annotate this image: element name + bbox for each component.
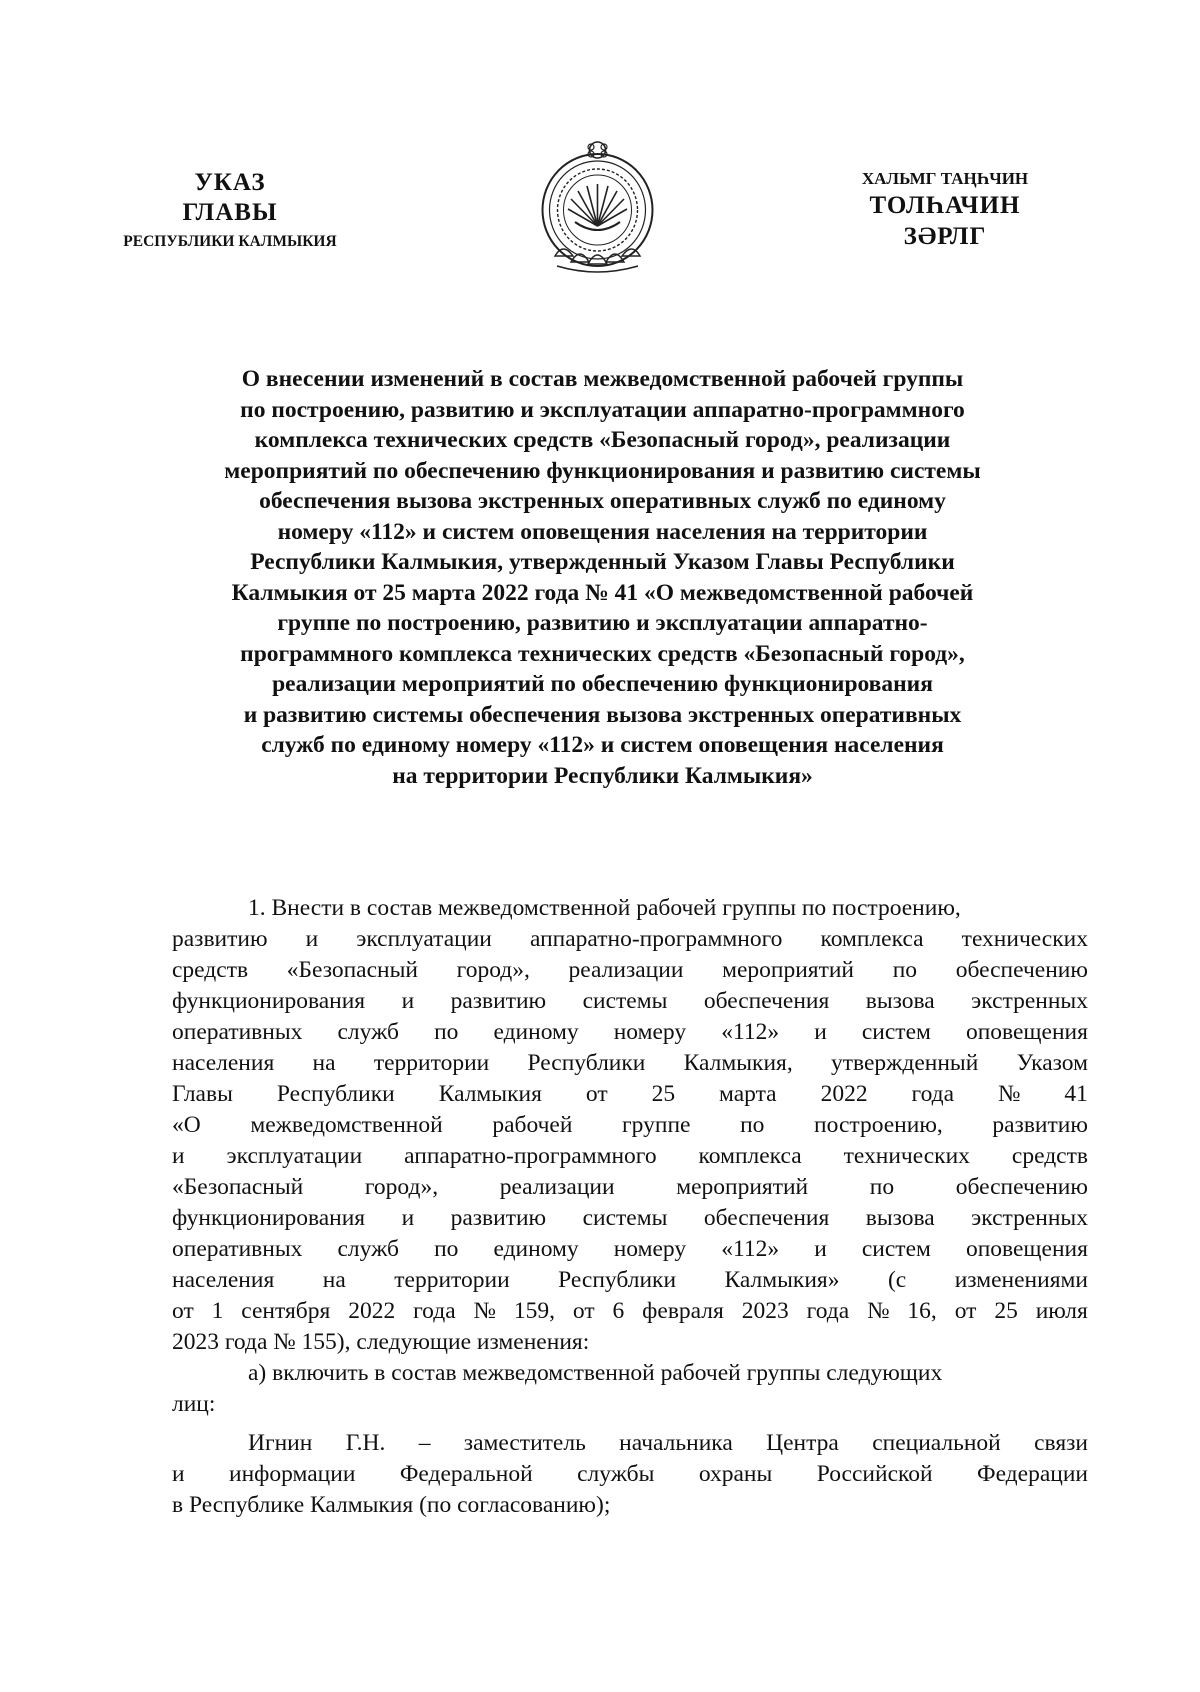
word: реализации (568, 957, 684, 983)
word: Федеральной (399, 1461, 533, 1487)
person-entry-second-line (172, 1459, 1088, 1490)
word: комплекса (820, 926, 924, 952)
paragraph-1-line (172, 1017, 1088, 1048)
word: Игнин (248, 1430, 313, 1456)
person-entry-first-line (172, 1428, 1088, 1459)
word: от (172, 1298, 194, 1324)
word: 159, (513, 1298, 555, 1324)
item-a-first-line: а) включить в состав межведомственной рабочей группы следующих (248, 1360, 943, 1386)
header-left-block (85, 168, 375, 254)
word: Республики (276, 1081, 395, 1107)
paragraph-1-line (172, 1265, 1088, 1296)
word: системы (582, 988, 668, 1014)
word: и (172, 1143, 185, 1169)
word: построению, (814, 1112, 943, 1138)
word: и (305, 926, 319, 952)
paragraph-1-line (172, 955, 1088, 986)
word: февраля (642, 1298, 724, 1324)
word: от (585, 1081, 608, 1107)
word: Калмыкия» (724, 1267, 840, 1293)
kalmyk-republic-label: ХАЛЬМГ ТАҢҺЧИН (861, 169, 1029, 188)
word: на (312, 1050, 336, 1076)
word: и (401, 988, 415, 1014)
word: единому (493, 1236, 579, 1262)
word: развитию (172, 926, 268, 952)
word: населения (172, 1267, 275, 1293)
word: номеру (613, 1236, 687, 1262)
word: 25 (994, 1298, 1018, 1324)
word: аппаратно-программного (404, 1143, 657, 1169)
word: Калмыкия, (683, 1050, 793, 1076)
word: 25 (651, 1081, 676, 1107)
coat-of-arms-icon (535, 138, 660, 281)
title-line: реализации мероприятий по обеспечению функционирования (272, 671, 933, 697)
word: Республики (527, 1050, 646, 1076)
title-line: программного комплекса технических средств «Безопасный город», (240, 640, 965, 667)
word: июля (1035, 1298, 1088, 1324)
word: оперативных (172, 1236, 303, 1262)
word: охраны (698, 1461, 773, 1487)
word: технических (961, 926, 1088, 952)
word: обеспечению (955, 957, 1088, 983)
word: «112» (721, 1236, 780, 1262)
word: № (998, 1081, 1021, 1107)
word: по (434, 1236, 459, 1262)
word: развитию (992, 1112, 1088, 1138)
word: развитию (450, 988, 547, 1014)
word: года (806, 1298, 850, 1324)
word: 2023 (741, 1298, 789, 1324)
word: года (413, 1298, 456, 1324)
word: и (172, 1461, 185, 1487)
paragraph-1-line (172, 986, 1088, 1017)
word: от (572, 1298, 595, 1324)
word: комплекса (698, 1143, 802, 1169)
word: экстренных (971, 1205, 1088, 1231)
word: мероприятий (676, 1174, 809, 1200)
word: оперативных (172, 1019, 303, 1045)
word: информации (229, 1461, 356, 1487)
word: марта (719, 1081, 777, 1107)
word: и (814, 1019, 827, 1045)
word: вызова (865, 988, 935, 1014)
word: Федерации (977, 1461, 1088, 1487)
document-title (120, 364, 1085, 791)
paragraph-1-line (172, 1234, 1088, 1265)
title-line: по построению, развитию и эксплуатации аппаратно-программного (240, 396, 965, 423)
word: оповещения (965, 1236, 1088, 1262)
paragraph-1-line (172, 1296, 1088, 1327)
word: развитию (450, 1205, 547, 1231)
word: технических (843, 1143, 970, 1169)
head-label: ГЛАВЫ (182, 199, 278, 226)
paragraph-1-line (172, 924, 1088, 955)
word: номеру (613, 1019, 687, 1045)
word: территории (373, 1050, 490, 1076)
word: Центра (766, 1430, 839, 1456)
word: город», (456, 957, 530, 983)
person-entry-last-line: в Республике Калмыкия (по согласованию); (172, 1492, 611, 1518)
kalmyk-decree-label: ЗӘРЛГ (903, 223, 987, 250)
word: межведомственной (250, 1112, 443, 1138)
word: и (814, 1236, 827, 1262)
title-line: и развитию системы обеспечения вызова экстренных оперативных (243, 701, 962, 728)
paragraph-1-first-line: 1. Внести в состав межведомственной рабочей группы по построению, (248, 895, 961, 921)
word: начальника (619, 1430, 733, 1456)
word: экстренных (971, 988, 1088, 1014)
word: средств (1011, 1143, 1088, 1169)
word: функционирования (172, 1205, 366, 1231)
word: населения (172, 1050, 275, 1076)
word: город», (364, 1174, 439, 1200)
word: и (401, 1205, 415, 1231)
word: Г.Н. (345, 1430, 386, 1456)
title-line: О внесении изменений в состав межведомственной рабочей группы (241, 366, 964, 392)
word: обеспечению (955, 1174, 1088, 1200)
word: оповещения (965, 1019, 1088, 1045)
word: 1 (211, 1298, 224, 1324)
word: «Безопасный (286, 957, 418, 983)
header-right-block (830, 168, 1060, 252)
paragraph-1-last-line: 2023 года № 155), следующие изменения: (172, 1329, 590, 1355)
word: Российской (816, 1461, 933, 1487)
word: обеспечения (703, 988, 830, 1014)
word: по (740, 1112, 765, 1138)
word: «О (172, 1112, 201, 1138)
word: по (892, 957, 918, 983)
paragraph-1-lines (172, 924, 1088, 1327)
title-line: Республики Калмыкия, утвержденный Указом Главы Республики (250, 549, 955, 575)
paragraph-1-line (172, 1141, 1088, 1172)
paragraph-1-line (172, 1110, 1088, 1141)
paragraph-1-line (172, 1203, 1088, 1234)
word: средств (172, 957, 249, 983)
word: по (434, 1019, 459, 1045)
title-line: группе по построению, развитию и эксплуатации аппаратно- (277, 610, 928, 636)
word: 6 (612, 1298, 625, 1324)
title-line: обеспечения вызова экстренных оперативных служб по единому (259, 488, 946, 514)
decree-label: УКАЗ (194, 169, 266, 196)
title-line: служб по единому номеру «112» и систем оповещения населения (261, 732, 944, 758)
word: по (869, 1174, 895, 1200)
republic-label: РЕСПУБЛИКИ КАЛМЫКИЯ (123, 233, 337, 250)
word: Главы (172, 1081, 233, 1107)
word: систем (861, 1019, 931, 1045)
title-line: на территории Республики Калмыкия» (392, 762, 813, 789)
title-line: номеру «112» и систем оповещения населения на территории (277, 518, 928, 545)
word: утвержденный (830, 1050, 979, 1076)
title-line: Калмыкия от 25 марта 2022 года № 41 «О межведомственной рабочей (231, 579, 974, 606)
word: реализации (499, 1174, 615, 1200)
word: группе (622, 1112, 691, 1138)
word: «Безопасный (172, 1174, 304, 1200)
item-a-last-line: лиц: (172, 1391, 216, 1417)
kalmyk-head-label: ТОЛҺАЧИН (869, 192, 1021, 219)
paragraph-1-line (172, 1172, 1088, 1203)
title-line: комплекса технических средств «Безопасный город», реализации (254, 427, 951, 453)
word: Калмыкия (438, 1081, 542, 1107)
title-line: мероприятий по обеспечению функционирования и развитию системы (224, 457, 981, 484)
word: эксплуатации (226, 1143, 363, 1169)
word: мероприятий (722, 957, 855, 983)
word: сентября (241, 1298, 331, 1324)
word: служб (337, 1236, 399, 1262)
word: 41 (1064, 1081, 1088, 1107)
word: – (418, 1430, 431, 1456)
word: системы (582, 1205, 668, 1231)
word: Указом (1016, 1050, 1088, 1076)
word: (с (887, 1267, 907, 1293)
word: служб (337, 1019, 399, 1045)
word: от (954, 1298, 977, 1324)
word: рабочей (492, 1112, 573, 1138)
word: заместитель (463, 1430, 586, 1456)
word: территории (394, 1267, 510, 1293)
word: систем (861, 1236, 931, 1262)
word: связи (1034, 1430, 1088, 1456)
word: № (867, 1298, 890, 1324)
word: 16, (907, 1298, 937, 1324)
word: 2022 (348, 1298, 396, 1324)
word: эксплуатации (356, 926, 492, 952)
word: «112» (721, 1019, 780, 1045)
word: службы (577, 1461, 655, 1487)
paragraph-1-line (172, 1079, 1088, 1110)
document-body (172, 893, 1088, 1521)
word: специальной (872, 1430, 1001, 1456)
word: аппаратно-программного (529, 926, 783, 952)
word: изменениями (954, 1267, 1088, 1293)
word: 2022 (820, 1081, 868, 1107)
word: Республики (558, 1267, 677, 1293)
word: функционирования (172, 988, 366, 1014)
word: на (322, 1267, 346, 1293)
paragraph-1-line (172, 1048, 1088, 1079)
word: обеспечения (703, 1205, 830, 1231)
word: года (911, 1081, 955, 1107)
word: № (473, 1298, 496, 1324)
word: единому (493, 1019, 579, 1045)
word: вызова (865, 1205, 935, 1231)
